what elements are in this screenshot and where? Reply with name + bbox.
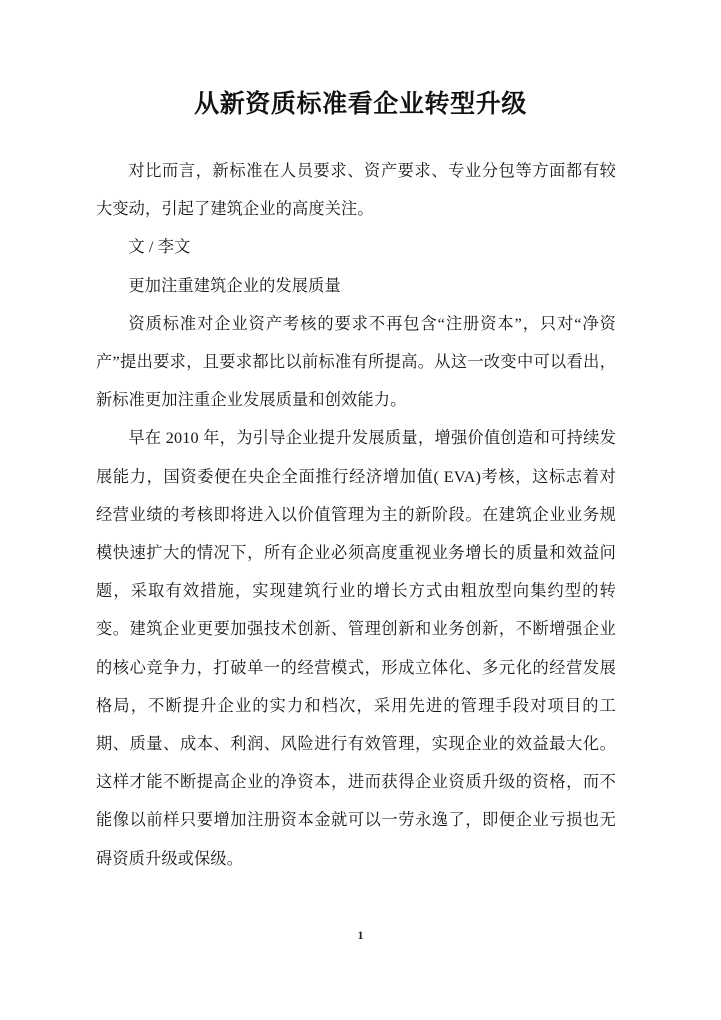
body-paragraph-2: 早在 2010 年，为引导企业提升发展质量，增强价值创造和可持续发展能力，国资委便在央企全面推行经济增加值( EVA)考核，这标志着对经营业绩的考核即将进入以价值管理为主的新阶段。在建筑企业业务规模快速扩大的情况下，所有企业必须高度重视业务增长的质量和效益问题，采取有效措施，实现建筑行业的增长方式由粗放型向集约型的转变。建筑企业更要加强技术创新、管理创新和业务创新，不断增强企业的核心竞争力，打破单一的经营模式，形成立体化、多元化的经营发展格局，不断提升企业的实力和档次，采用先进的管理手段对项目的工期、质量、成本、利润、风险进行有效管理，实现企业的效益最大化。这样才能不断提高企业的净资本，进而获得企业资质升级的资格，而不能像以前样只要增加注册资本金就可以一劳永逸了，即便企业亏损也无碍资质升级或保级。 [96,429,616,868]
body-paragraph-1: 资质标准对企业资产考核的要求不再包含“注册资本”，只对“净资产”提出要求，且要求都比以前标准有所提高。从这一改变中可以看出，新标准更加注重企业发展质量和创效能力。 [96,314,616,410]
section-subheading: 更加注重建筑企业的发展质量 [128,276,341,295]
byline: 文 / 李文 [128,238,191,257]
page-title: 从新资质标准看企业转型升级 [194,91,527,118]
page-number: 1 [357,928,364,942]
lead-paragraph: 对比而言，新标准在人员要求、资产要求、专业分包等方面都有较大变动，引起了建筑企业的高度关注。 [96,162,616,219]
document-body [96,152,616,878]
